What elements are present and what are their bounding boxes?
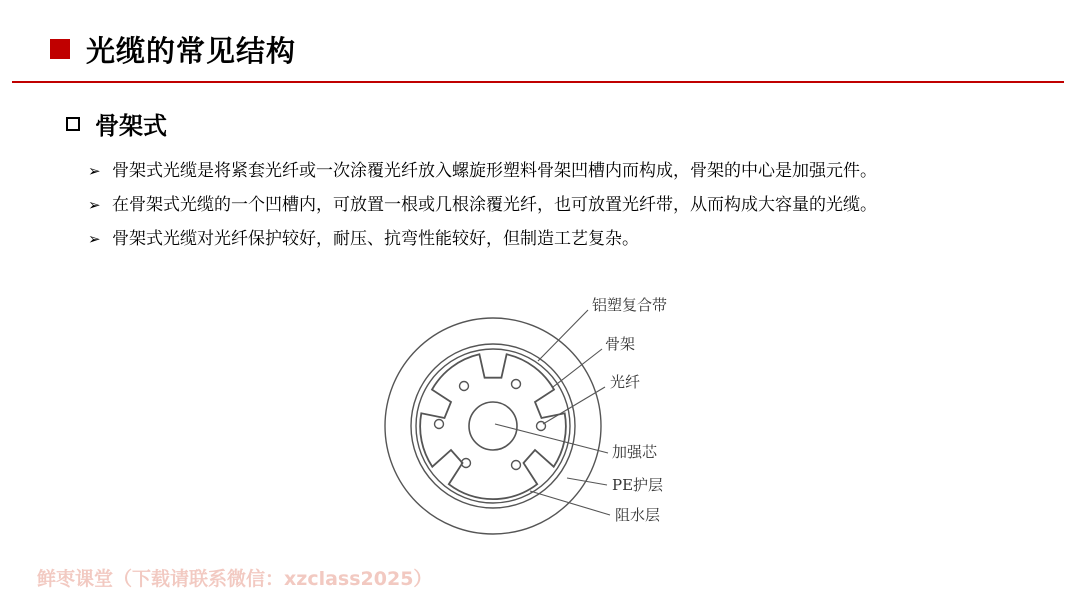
bullet-text: 骨架式光缆是将紧套光纤或一次涂覆光纤放入螺旋形塑料骨架凹槽内而构成，骨架的中心是加强元件。: [112, 161, 877, 181]
bullet-item: [88, 188, 877, 222]
bullet-list: [88, 154, 877, 256]
title-square-icon: [50, 39, 70, 59]
label-sheath: PE护层: [612, 476, 664, 494]
title-divider: [12, 81, 1064, 83]
label-core: 加强芯: [612, 443, 658, 461]
leader-line-water: [530, 491, 610, 515]
leader-line-tape: [538, 310, 588, 361]
page-title: 光缆的常见结构: [86, 34, 297, 68]
bullet-item: [88, 222, 877, 256]
watermark-text: 鲜枣课堂（下载请联系微信：xzclass2025）: [37, 568, 433, 590]
label-fiber: 光纤: [610, 373, 641, 391]
arrow-bullet-icon: ➢: [88, 230, 101, 248]
cable-cross-section-diagram: [380, 285, 700, 540]
section-title: 骨架式: [95, 112, 167, 140]
label-skeleton: 骨架: [605, 335, 636, 353]
arrow-bullet-icon: ➢: [88, 162, 101, 180]
bullet-text: 骨架式光缆对光纤保护较好，耐压、抗弯性能较好，但制造工艺复杂。: [112, 229, 639, 249]
section-square-icon: [66, 117, 80, 131]
bullet-item: [88, 154, 877, 188]
label-tape: 铝塑复合带: [592, 296, 668, 314]
arrow-bullet-icon: ➢: [88, 196, 101, 214]
bullet-text: 在骨架式光缆的一个凹槽内，可放置一根或几根涂覆光纤，也可放置光纤带，从而构成大容量的光缆。: [112, 195, 877, 215]
leader-line-skeleton: [553, 349, 602, 387]
label-water: 阻水层: [615, 506, 661, 524]
